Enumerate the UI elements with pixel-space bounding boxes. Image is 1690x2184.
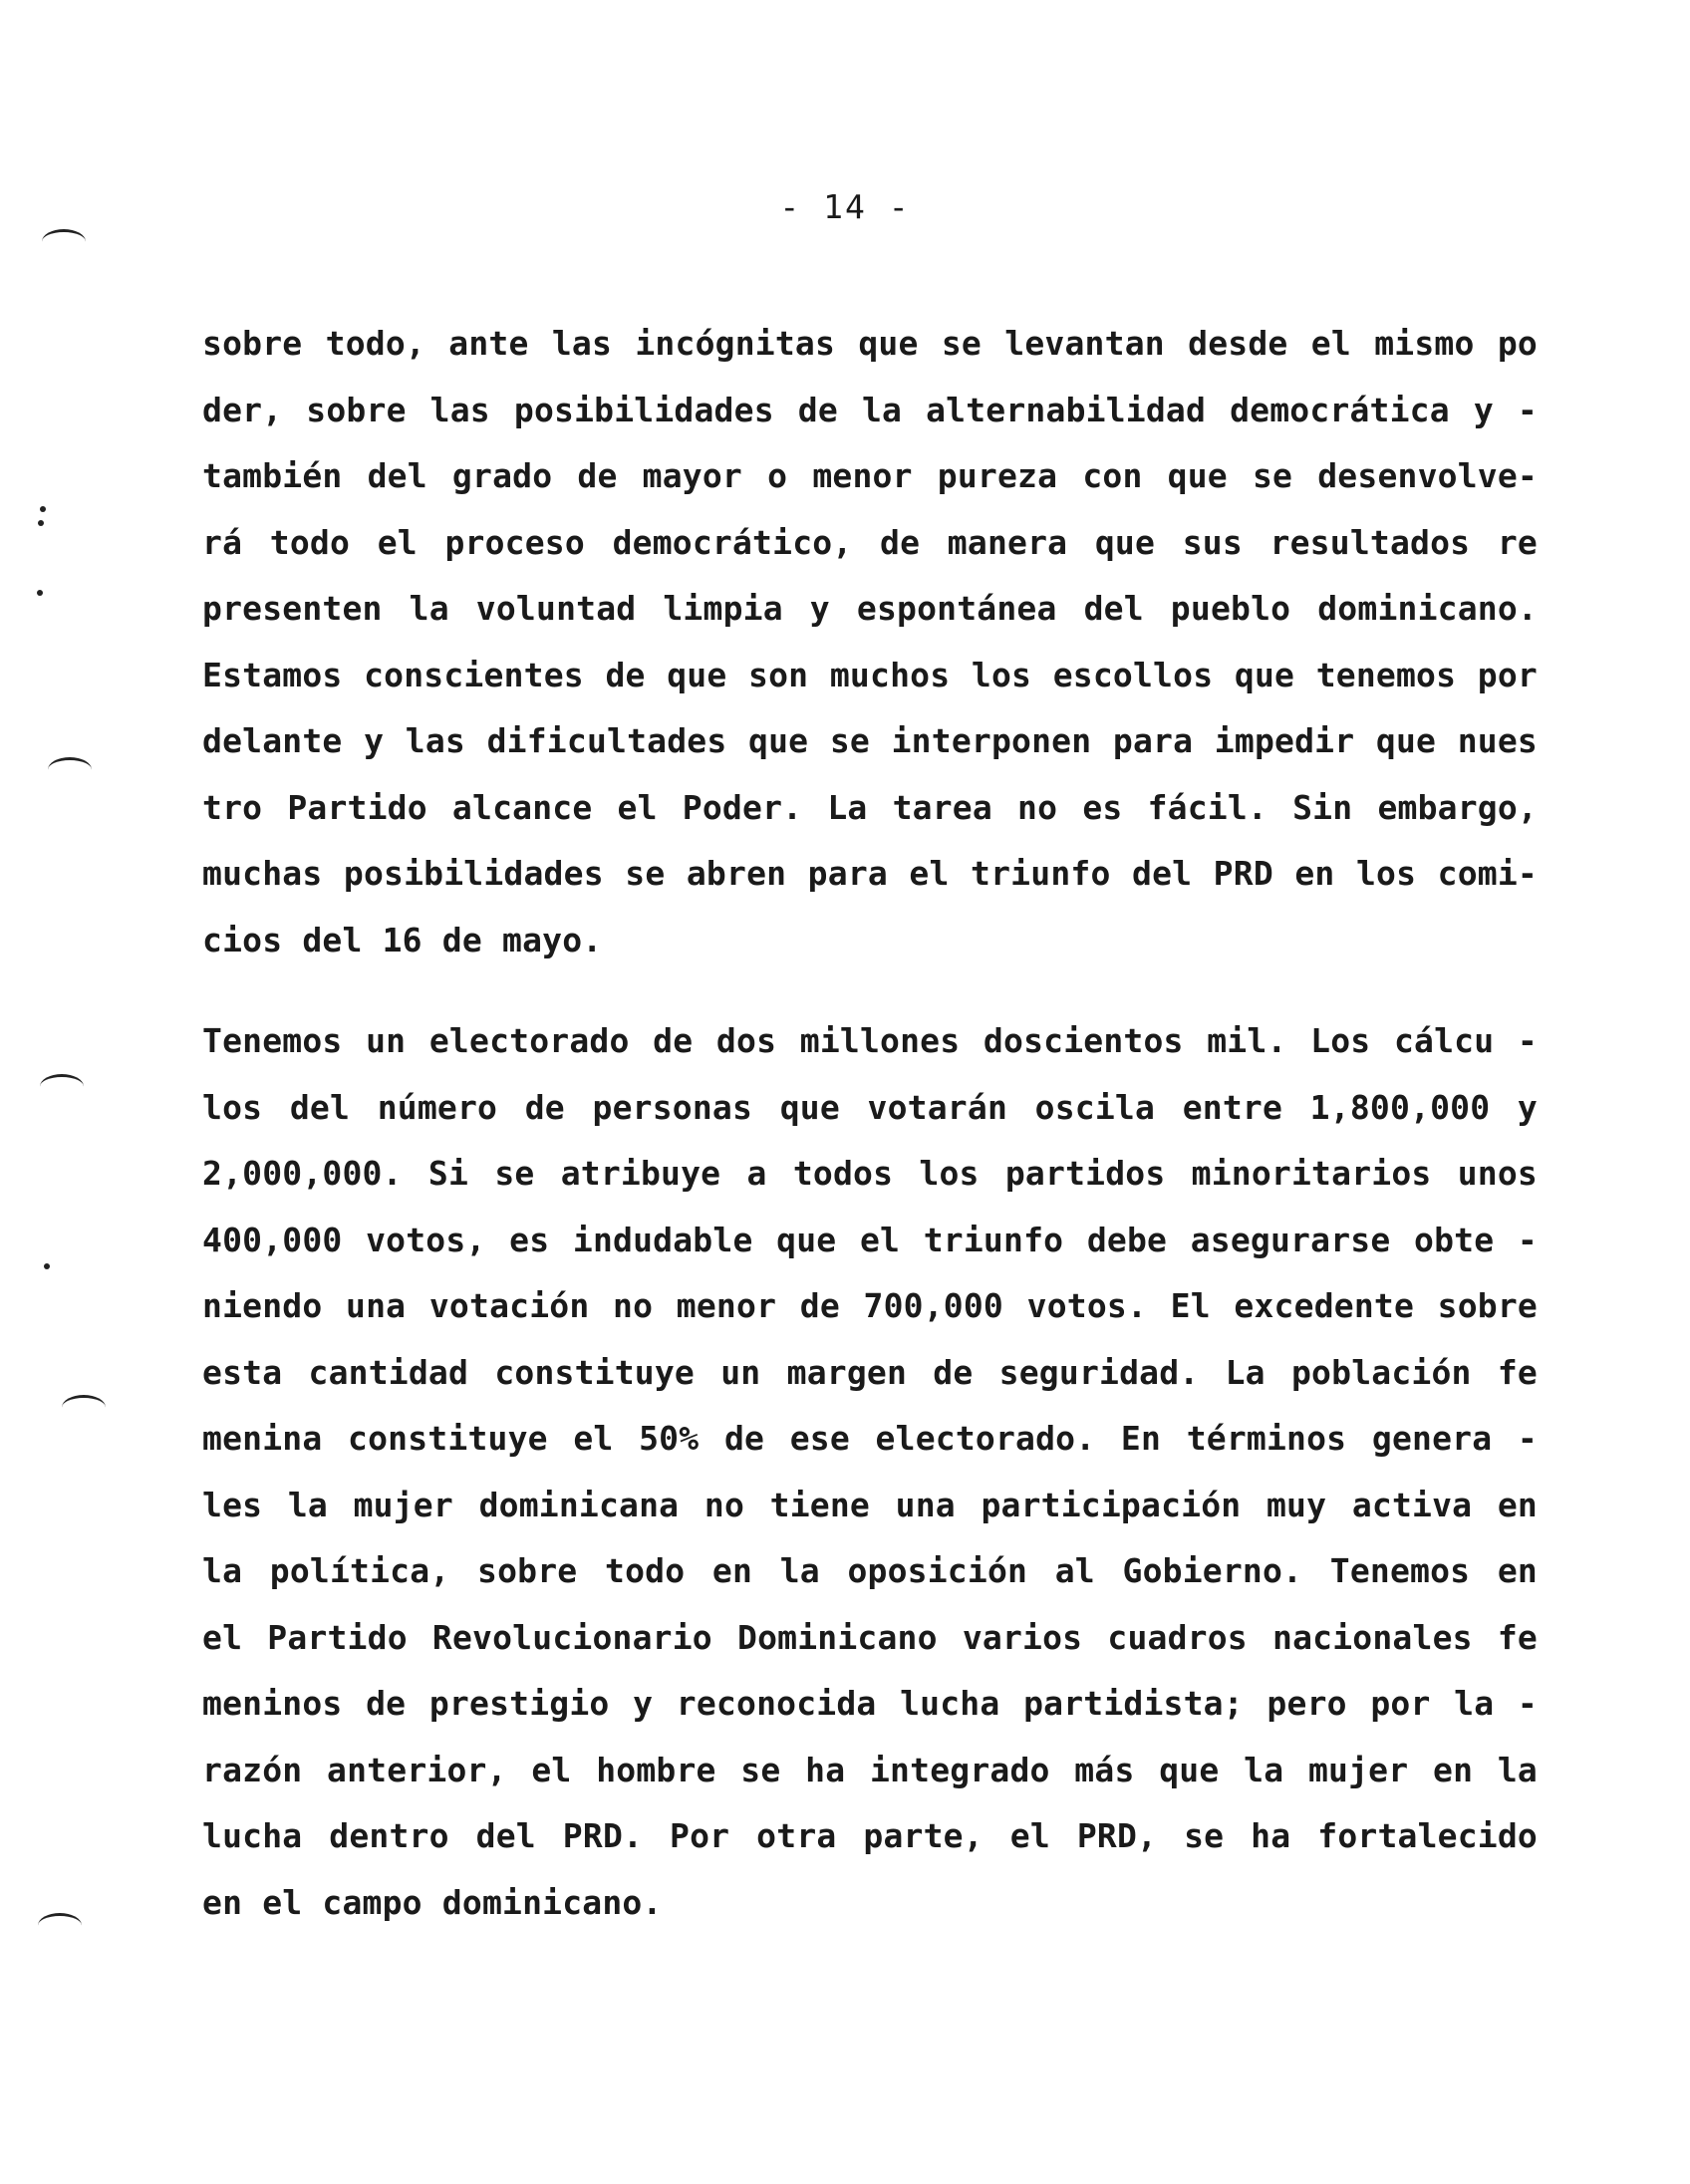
text-line: rá todo el proceso democrático, de manera que sus resultados re [202, 522, 1538, 562]
text-line: der, sobre las posibilidades de la alternabilidad democrática y - [202, 390, 1538, 429]
text-line: la política, sobre todo en la oposición al Gobierno. Tenemos en [202, 1551, 1538, 1590]
text-line: el Partido Revolucionario Dominicano varios cuadros nacionales fe [202, 1617, 1538, 1657]
scan-speck-1 [40, 506, 46, 512]
text-line: sobre todo, ante las incógnitas que se levantan desde el mismo po [202, 324, 1538, 363]
text-line: Estamos conscientes de que son muchos los escollos que tenemos por [202, 655, 1538, 694]
paragraph-1 [202, 311, 1538, 973]
paragraph-2 [202, 1008, 1538, 1936]
text-line: tro Partido alcance el Poder. La tarea no es fácil. Sin embargo, [202, 787, 1538, 827]
scan-speck-3 [37, 590, 43, 596]
scan-speck-2 [38, 520, 44, 526]
text-line: meninos de prestigio y reconocida lucha partidista; pero por la - [202, 1684, 1538, 1723]
text-line: cios del 16 de mayo. [202, 920, 603, 959]
text-line: razón anterior, el hombre se ha integrado más que la mujer en la [202, 1750, 1538, 1789]
page-number: - 14 - [779, 187, 911, 226]
binding-mark-2 [48, 757, 92, 782]
text-line: presenten la voluntad limpia y espontánea del pueblo dominicano. [202, 589, 1538, 628]
text-line: les la mujer dominicana no tiene una participación muy activa en [202, 1485, 1538, 1524]
text-line: también del grado de mayor o menor pureza con que se desenvolve- [202, 456, 1538, 495]
binding-mark-1 [42, 229, 86, 254]
text-line: menina constituye el 50% de ese electorado. En términos genera - [202, 1419, 1538, 1458]
binding-mark-3 [40, 1074, 84, 1099]
text-line: Tenemos un electorado de dos millones doscientos mil. Los cálcu - [202, 1021, 1538, 1060]
binding-mark-5 [38, 1913, 82, 1938]
text-line: delante y las dificultades que se interponen para impedir que nues [202, 721, 1538, 760]
text-line: en el campo dominicano. [202, 1882, 663, 1922]
scan-speck-4 [44, 1263, 50, 1269]
text-line: lucha dentro del PRD. Por otra parte, el PRD, se ha fortalecido [202, 1816, 1538, 1855]
text-line: niendo una votación no menor de 700,000 votos. El excedente sobre [202, 1286, 1538, 1325]
text-line: muchas posibilidades se abren para el triunfo del PRD en los comi- [202, 854, 1538, 893]
text-line: 2,000,000. Si se atribuye a todos los partidos minoritarios unos [202, 1154, 1538, 1193]
text-line: esta cantidad constituye un margen de seguridad. La población fe [202, 1352, 1538, 1392]
text-line: 400,000 votos, es indudable que el triunfo debe asegurarse obte - [202, 1220, 1538, 1259]
binding-mark-4 [62, 1395, 106, 1420]
text-line: los del número de personas que votarán oscila entre 1,800,000 y [202, 1087, 1538, 1127]
